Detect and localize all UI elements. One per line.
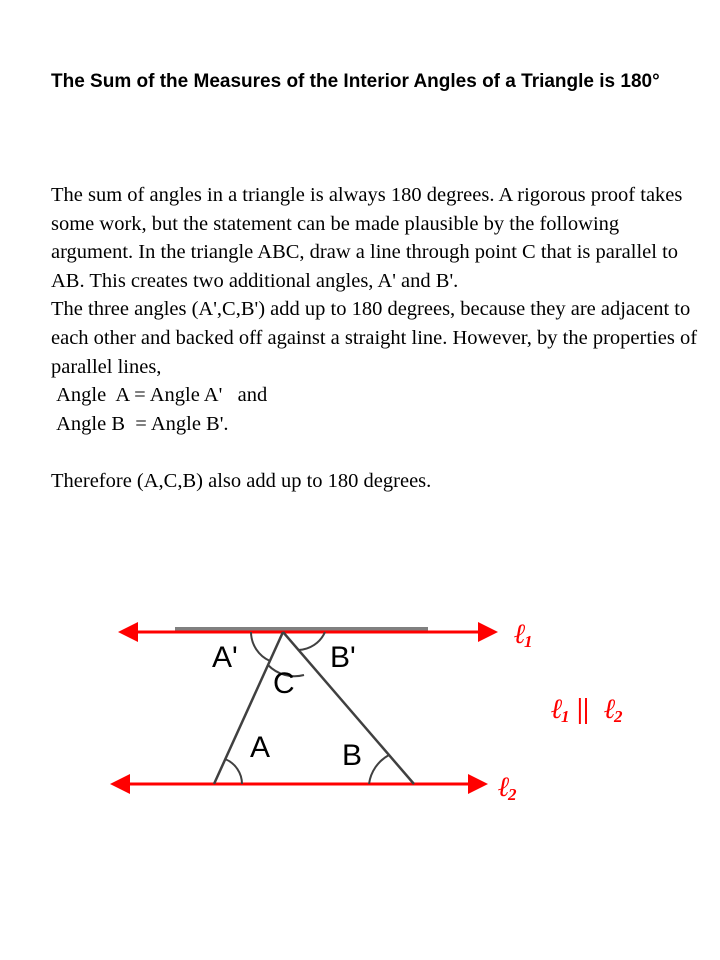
arrowhead-right-icon [468,774,488,794]
label-b: B [342,739,363,772]
proof-text [51,181,701,496]
label-l2 [497,772,517,804]
angle-b-equality: Angle B = Angle B'. [51,412,229,435]
svg-text:ℓ: ℓ [498,772,510,803]
svg-text:ℓ: ℓ [604,694,616,725]
arc-a [225,759,242,784]
label-a-prime: A' [212,641,238,674]
label-a: A [250,731,271,764]
svg-text:2: 2 [508,785,517,804]
triangle-abc [214,632,414,784]
svg-text:||: || [577,694,590,725]
conclusion-text: Therefore (A,C,B) also add up to 180 degrees. [51,469,432,492]
arc-a-prime [251,632,270,661]
svg-text:1: 1 [524,632,533,651]
label-c: C [273,667,295,700]
arc-b-prime [298,632,325,650]
arrowhead-left-icon [110,774,130,794]
svg-text:ℓ: ℓ [551,694,563,725]
label-l1 [513,619,533,651]
angle-a-equality: Angle A = Angle A' and [51,384,268,407]
arrowhead-right-icon [478,622,498,642]
argument-paragraph: The three angles (A',C,B') add up to 180 degrees, because they are adjacent to each other and backed off against a straight line. However, by the properties of parallel lines, [51,298,703,378]
line-l2 [110,774,488,794]
svg-text:2: 2 [614,707,623,726]
parallel-lines-triangle-diagram [0,560,720,820]
arrowhead-left-icon [118,622,138,642]
page-title: The Sum of the Measures of the Interior Angles of a Triangle is 180° [51,71,660,92]
line-l1 [118,622,498,642]
arc-b [369,755,389,784]
label-b-prime: B' [330,641,356,674]
label-parallel-relation [550,694,623,726]
svg-text:ℓ: ℓ [514,619,526,650]
svg-text:1: 1 [561,707,570,726]
intro-paragraph: The sum of angles in a triangle is always 180 degrees. A rigorous proof takes some work, but the statement can be made plausible by the following argument. In the triangle ABC, draw a line through point C that is parallel to AB. This creates two additional angles, A' and B'. [51,184,688,292]
